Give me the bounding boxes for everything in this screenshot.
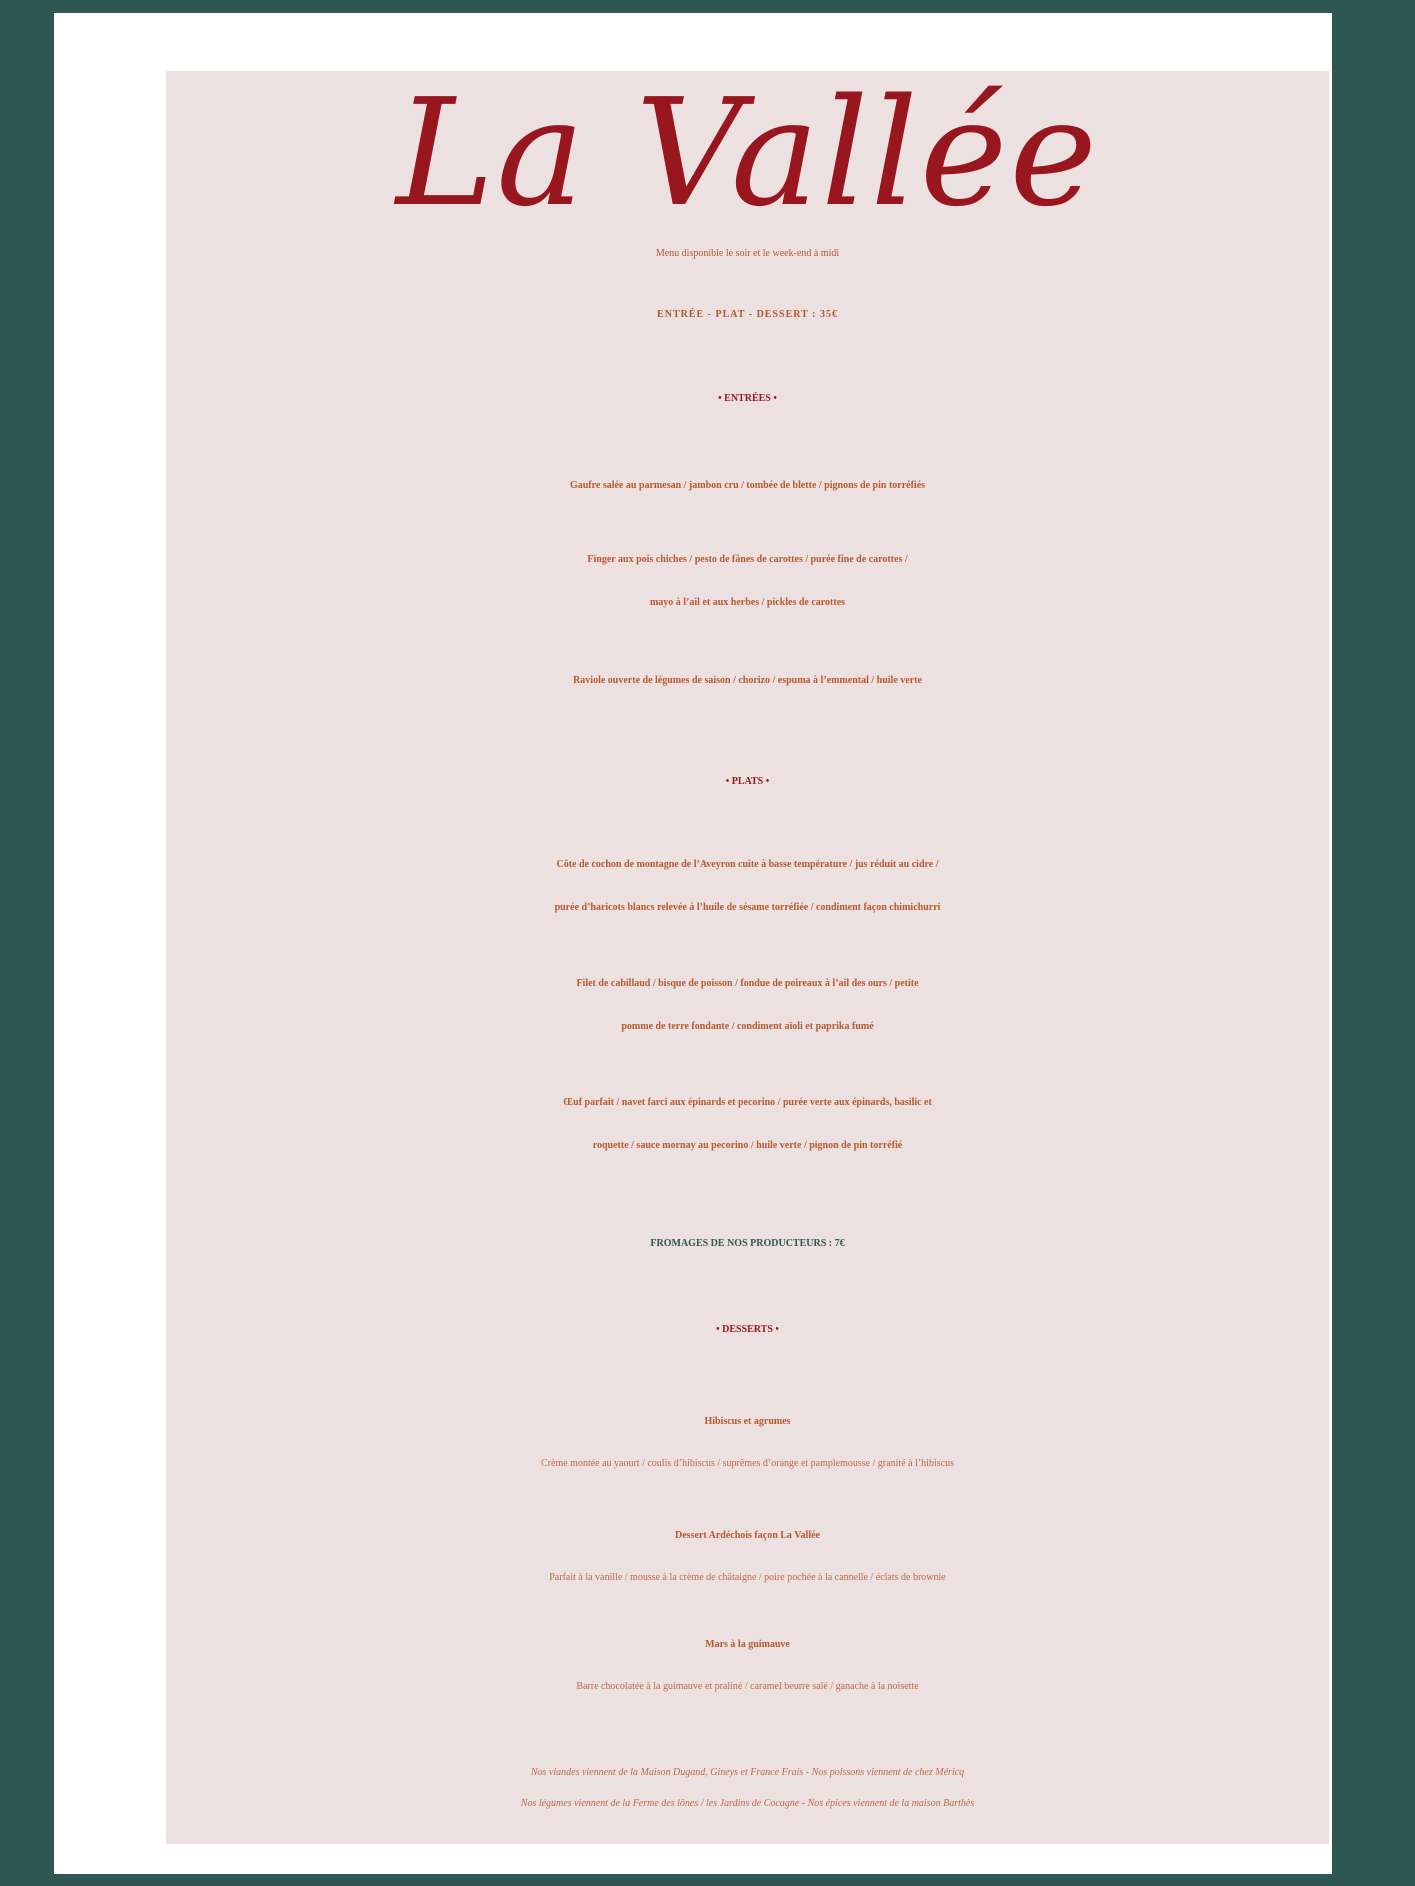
section-heading-entrees: • ENTRÉES • — [718, 393, 777, 404]
dessert-item-2-description: Parfait à la vanille / mousse à la crème de châtaigne / poire pochée à la cannelle / éclats de brownie — [549, 1572, 946, 1583]
entree-item-3-line-1: Raviole ouverte de légumes de saison / chorizo / espuma à l’emmental / huile verte — [573, 675, 922, 686]
menu-formula-price: ENTRÉE - PLAT - DESSERT : 35€ — [657, 309, 838, 320]
menu-subtitle: Menu disponible le soir et le week-end à midi — [655, 248, 840, 259]
dessert-item-2-name: Dessert Ardéchois façon La Vallée — [675, 1530, 820, 1541]
plat-item-1-line-2: purée d’haricots blancs relevée à l’huile de sésame torréfiée / condiment façon chimichurri — [554, 902, 941, 913]
plat-item-1-line-1: Côte de cochon de montagne de l’Aveyron cuite à basse température / jus réduit au cidre / — [556, 859, 939, 870]
dessert-item-3-name: Mars à la guimauve — [705, 1639, 790, 1650]
plat-item-3-line-1: Œuf parfait / navet farci aux épinards et pecorino / purée verte aux épinards, basilic et — [563, 1097, 932, 1108]
section-heading-desserts: • DESSERTS • — [716, 1324, 779, 1335]
entree-item-1-line-1: Gaufre salée au parmesan / jambon cru / tombée de blette / pignons de pin torréfiés — [569, 480, 926, 491]
footnote-suppliers-vegetables-spices: Nos légumes viennent de la Ferme des lônes / les Jardins de Cocagne - Nos épices viennent de la maison Barthès — [520, 1798, 975, 1809]
restaurant-title: La Vallée — [396, 67, 1099, 239]
section-heading-plats: • PLATS • — [725, 776, 770, 787]
dessert-item-3-description: Barre chocolatée à la guimauve et praliné / caramel beurre salé / ganache à la noisette — [576, 1681, 919, 1692]
menu-card — [54, 13, 1332, 1874]
entree-item-2-line-2: mayo à l’ail et aux herbes / pickles de carottes — [649, 597, 846, 608]
dessert-item-1-description: Crème montée au yaourt / coulis d’hibiscus / suprêmes d’orange et pamplemousse / granité à l’hibiscus — [541, 1458, 954, 1469]
dessert-item-1-name: Hibiscus et agrumes — [704, 1416, 791, 1427]
footnote-suppliers-meat-fish: Nos viandes viennent de la Maison Dugand, Gineys et France Frais - Nos poissons viennent de chez Méricq — [530, 1767, 965, 1778]
plat-item-2-line-1: Filet de cabillaud / bisque de poisson / fondue de poireaux à l’ail des ours / petite — [576, 978, 919, 989]
entree-item-2-line-1: Finger aux pois chiches / pesto de fânes de carottes / purée fine de carottes / — [587, 554, 908, 565]
menu-panel — [166, 67, 1329, 1844]
fromages-line: FROMAGES DE NOS PRODUCTEURS : 7€ — [650, 1238, 845, 1249]
plat-item-2-line-2: pomme de terre fondante / condiment aïoli et paprika fumé — [621, 1021, 874, 1032]
plat-item-3-line-2: roquette / sauce mornay au pecorino / huile verte / pignon de pin torréfié — [592, 1140, 903, 1151]
